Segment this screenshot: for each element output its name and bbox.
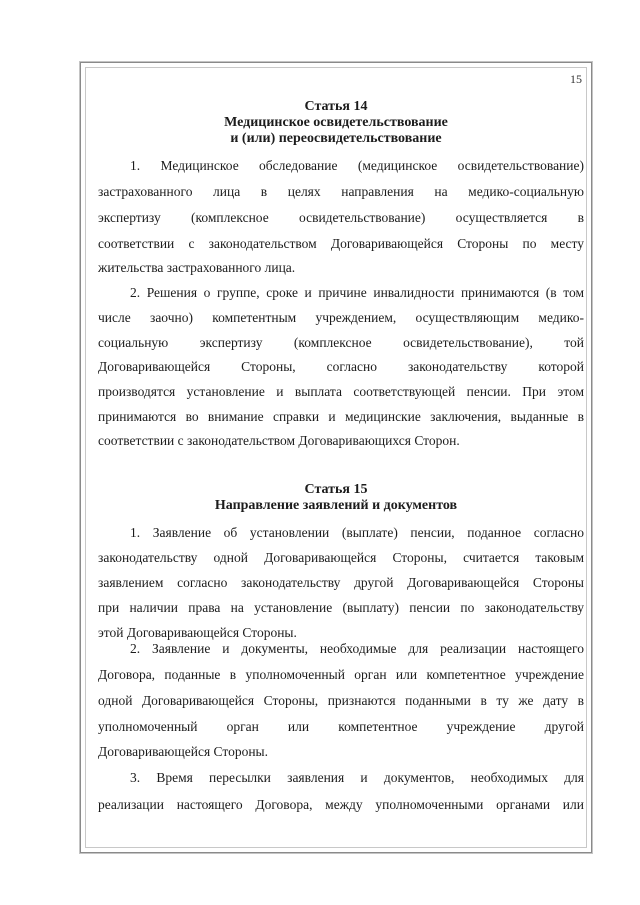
article-15-line: 1. Заявление об установлении (выплате) пенсии, поданное согласно <box>130 525 584 540</box>
article-15-heading <box>98 482 574 514</box>
article-15-line: этой Договаривающейся Стороны. <box>98 625 297 640</box>
article-14-line: застрахованного лица в целях направления на медико-социальную <box>98 184 584 199</box>
article-14-line: числе заочно) компетентным учреждением, осуществляющим медико- <box>98 310 584 325</box>
article-15-line: одной Договаривающейся Стороны, признаются поданными в ту же дату в <box>98 693 584 708</box>
article-14-line: экспертизу (комплексное освидетельствование) осуществляется в <box>98 210 584 225</box>
article-15-line: заявлением согласно законодательству другой Договаривающейся Стороны <box>98 575 584 590</box>
article-14-line: социальную экспертизу (комплексное освидетельствование), той <box>98 335 584 350</box>
article-15-number: Статья 15 <box>304 482 368 497</box>
article-14-heading <box>98 99 574 147</box>
article-15-line: при наличии права на установление (выплату) пенсии по законодательству <box>98 600 584 615</box>
article-14-line: соответствии с законодательством Договаривающихся Сторон. <box>98 433 460 448</box>
page-number: 15 <box>570 72 582 86</box>
article-14-title-line-2: и (или) переосвидетельствование <box>230 131 442 146</box>
article-14-line: производятся установление и выплата соответствующей пенсии. При этом <box>98 384 584 399</box>
article-15-title-line-1: Направление заявлений и документов <box>214 498 458 513</box>
article-14-number: Статья 14 <box>304 99 368 114</box>
article-15-line: уполномоченный орган или компетентное учреждение другой <box>98 719 584 734</box>
article-15-line: реализации настоящего Договора, между уполномоченными органами или <box>98 797 584 812</box>
article-15-line: Договаривающейся Стороны. <box>98 744 269 759</box>
article-14-line: 2. Решения о группе, сроке и причине инвалидности принимаются (в том <box>130 285 584 300</box>
article-14-title-line-1: Медицинское освидетельствование <box>224 115 448 130</box>
article-14-line: принимаются во внимание справки и медицинские заключения, выданные в <box>98 409 584 424</box>
article-15-line: Договора, поданные в уполномоченный орган или компетентное учреждение <box>98 667 584 682</box>
article-15-line: 3. Время пересылки заявления и документов, необходимых для <box>130 770 584 785</box>
article-14-line: соответствии с законодательством Договаривающейся Стороны по месту <box>98 236 584 251</box>
article-14-line: 1. Медицинское обследование (медицинское освидетельствование) <box>130 158 584 173</box>
article-14-line: жительства застрахованного лица. <box>98 260 296 275</box>
article-15-line: законодательству одной Договаривающейся Стороны, считается таковым <box>98 550 584 565</box>
article-15-line: 2. Заявление и документы, необходимые для реализации настоящего <box>130 641 584 656</box>
article-14-line: Договаривающейся Стороны, согласно законодательству которой <box>98 359 584 374</box>
